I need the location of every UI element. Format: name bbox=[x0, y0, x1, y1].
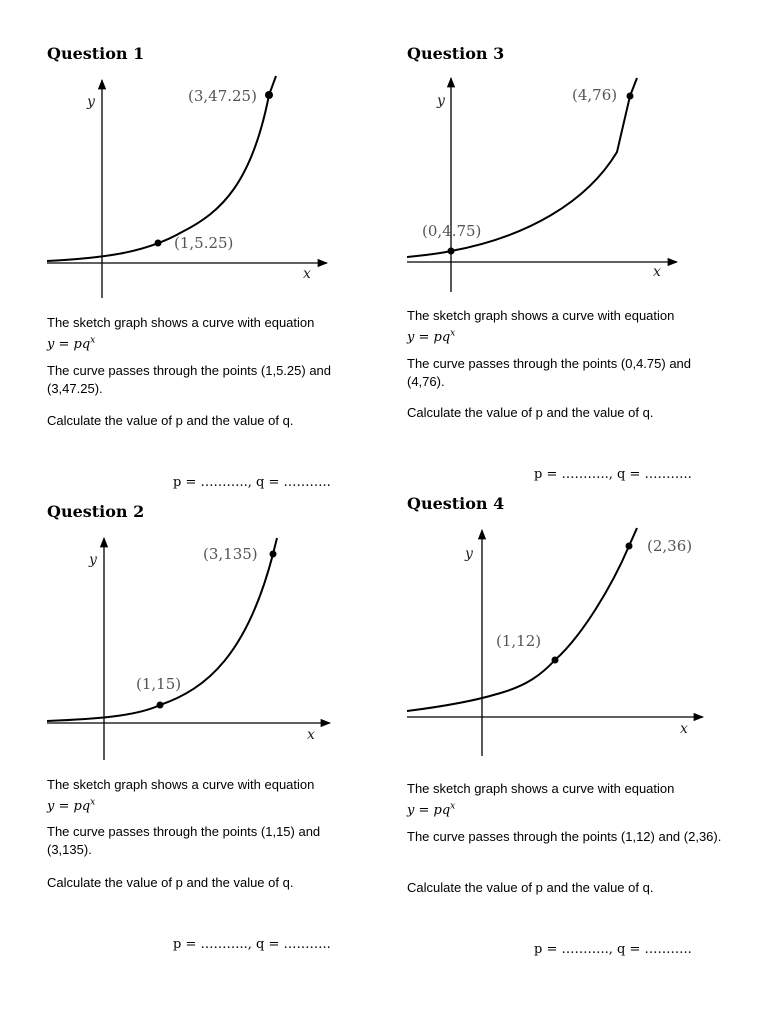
point-a bbox=[155, 240, 162, 247]
point-a-label: (1,15) bbox=[136, 675, 182, 693]
instruction-text: Calculate the value of p and the value of q. bbox=[47, 875, 294, 890]
point-b-label: (2,36) bbox=[647, 537, 693, 555]
answer-line[interactable]: p = ……….., q = ……….. bbox=[173, 475, 331, 490]
intro-line: The sketch graph shows a curve with equation bbox=[47, 315, 315, 330]
equation-exponent: x bbox=[450, 802, 456, 812]
question-title: Question 2 bbox=[47, 502, 145, 521]
y-axis-label: y bbox=[437, 93, 445, 109]
intro-text bbox=[407, 780, 727, 820]
point-a-label: (1,12) bbox=[496, 632, 542, 650]
answer-line[interactable]: p = ……….., q = ……….. bbox=[173, 937, 331, 952]
intro-text bbox=[47, 776, 367, 816]
point-b bbox=[627, 93, 634, 100]
graph bbox=[407, 526, 707, 756]
equation-exponent: x bbox=[90, 798, 96, 808]
equation bbox=[407, 330, 455, 345]
equation bbox=[47, 799, 95, 814]
x-axis-label: x bbox=[680, 721, 688, 737]
point-a bbox=[157, 702, 164, 709]
point-b bbox=[270, 551, 277, 558]
point-a bbox=[448, 248, 455, 255]
instruction-text: Calculate the value of p and the value of q. bbox=[407, 880, 654, 895]
equation-base: y = pq bbox=[407, 803, 451, 819]
graph bbox=[407, 72, 707, 302]
y-axis-label: y bbox=[87, 94, 95, 110]
equation bbox=[407, 803, 455, 818]
equation bbox=[47, 337, 95, 352]
answer-line[interactable]: p = ……….., q = ……….. bbox=[534, 467, 692, 482]
intro-line: The sketch graph shows a curve with equation bbox=[407, 308, 675, 323]
point-b bbox=[626, 543, 633, 550]
intro-line: The sketch graph shows a curve with equation bbox=[47, 777, 315, 792]
equation-exponent: x bbox=[90, 336, 96, 346]
equation-exponent: x bbox=[450, 329, 456, 339]
point-a-label: (1,5.25) bbox=[174, 234, 234, 252]
instruction-text: Calculate the value of p and the value of q. bbox=[407, 405, 654, 420]
passes-text: The curve passes through the points (1,12) and (2,36). bbox=[407, 829, 722, 844]
graph bbox=[47, 72, 347, 302]
y-axis-label: y bbox=[465, 546, 473, 562]
intro-line: The sketch graph shows a curve with equation bbox=[407, 781, 675, 796]
passes-text: The curve passes through the points (0,4.75) and (4,76). bbox=[407, 356, 692, 389]
point-b-label: (3,47.25) bbox=[188, 87, 257, 105]
x-axis-label: x bbox=[307, 727, 315, 743]
question-title: Question 4 bbox=[407, 494, 505, 513]
point-b bbox=[265, 91, 273, 99]
instruction-text: Calculate the value of p and the value of q. bbox=[47, 413, 294, 428]
intro-text bbox=[407, 307, 727, 347]
x-axis-label: x bbox=[653, 264, 661, 280]
question-title: Question 3 bbox=[407, 44, 505, 63]
point-a-label: (0,4.75) bbox=[422, 222, 482, 240]
passes-text: The curve passes through the points (1,5.25) and (3,47.25). bbox=[47, 363, 332, 396]
equation-base: y = pq bbox=[47, 799, 91, 815]
curve bbox=[47, 538, 277, 721]
graph bbox=[47, 534, 347, 764]
curve bbox=[407, 528, 637, 711]
intro-text bbox=[47, 314, 367, 354]
x-axis-label: x bbox=[303, 266, 311, 282]
answer-line[interactable]: p = ……….., q = ……….. bbox=[534, 942, 692, 957]
point-b-label: (3,135) bbox=[203, 545, 258, 563]
equation-base: y = pq bbox=[47, 337, 91, 353]
point-a bbox=[552, 657, 559, 664]
equation-base: y = pq bbox=[407, 330, 451, 346]
question-title: Question 1 bbox=[47, 44, 145, 63]
y-axis-label: y bbox=[89, 552, 97, 568]
point-b-label: (4,76) bbox=[572, 86, 618, 104]
passes-text: The curve passes through the points (1,15) and (3,135). bbox=[47, 824, 321, 857]
